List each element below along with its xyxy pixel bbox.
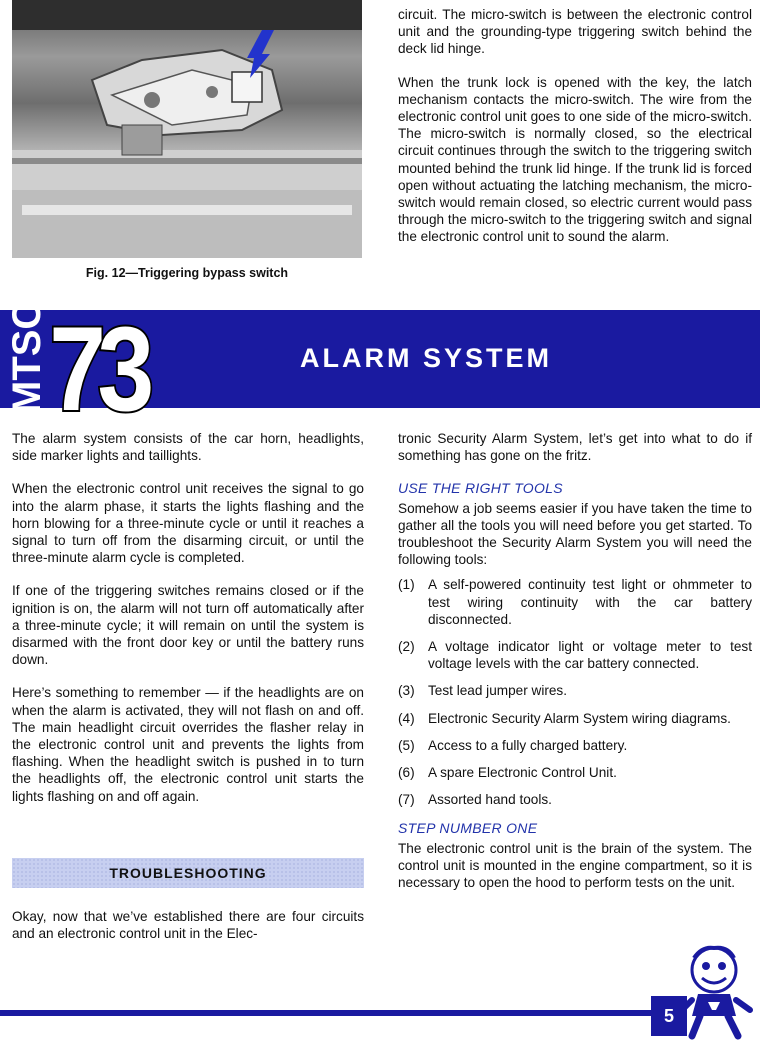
right-column <box>398 430 752 907</box>
list-item-text: A spare Electronic Control Unit. <box>428 765 617 781</box>
paragraph: When the electronic control unit receives the signal to go into the alarm phase, it starts the lights flashing and the horn blowing for a three-minute cycle or until it reaches a signal to turn off from the disarming circuit, or until the three-minute alarm cycle is completed. <box>12 481 364 566</box>
footer-bar <box>0 1010 660 1016</box>
list-item-text: Access to a fully charged battery. <box>428 737 628 753</box>
troubleshooting-heading: TROUBLESHOOTING <box>12 858 364 888</box>
list-item-number: (1) <box>398 577 415 593</box>
list-item-number: (5) <box>398 737 415 753</box>
list-item-text: Test lead jumper wires. <box>428 683 568 699</box>
logo-text: MTSC <box>5 300 49 414</box>
list-item <box>398 682 752 699</box>
list-item-text: A voltage indicator light or voltage meter to test voltage levels with the car battery connected. <box>428 639 752 672</box>
page-number: 5 <box>651 996 687 1036</box>
step-number-one-heading: STEP NUMBER ONE <box>398 820 538 837</box>
list-item <box>398 638 752 672</box>
list-item <box>398 764 752 781</box>
paragraph: When the trunk lock is opened with the key, the latch mechanism contacts the micro-switch. The wire from the electronic control unit goes to one side of the micro-switch. The micro-switch is normally closed, so the electrical circuit continues through the switch to the triggering switch mounted behind the trunk lid hinge. If the trunk lid is forced open without actuating the latching mechanism, the micro-switch would remain closed, so electric current would pass through the micro-switch to the triggering switch and signal the electronic control unit to sound the alarm. <box>398 74 752 245</box>
paragraph: The electronic control unit is the brain of the system. The control unit is mounted in the engine compartment, so it is necessary to open the hood to perform tests on the unit. <box>398 840 752 891</box>
section-title: ALARM SYSTEM <box>300 343 552 373</box>
mascot-icon <box>672 944 756 1040</box>
top-right-column <box>398 6 752 246</box>
list-item <box>398 737 752 754</box>
left-column-bottom <box>12 908 364 958</box>
list-item-text: Electronic Security Alarm System wiring diagrams. <box>428 710 731 726</box>
paragraph: Okay, now that we’ve established there are four circuits and an electronic control unit in the Elec- <box>12 909 364 942</box>
list-item-number: (7) <box>398 792 415 808</box>
paragraph: Somehow a job seems easier if you have taken the time to gather all the tools you will need before you get started. To troubleshoot the Security Alarm System you will need the following tools: <box>398 500 752 568</box>
photo-illustration <box>12 0 362 258</box>
triggering-bypass-switch-photo <box>12 0 362 258</box>
mtsc73-logo <box>0 298 172 420</box>
list-item-number: (3) <box>398 683 415 699</box>
paragraph: tronic Security Alarm System, let’s get into what to do if something has gone on the fritz. <box>398 431 752 464</box>
list-item-number: (2) <box>398 639 415 655</box>
list-item-text: Assorted hand tools. <box>428 792 552 808</box>
list-item <box>398 576 752 628</box>
paragraph: circuit. The micro-switch is between the electronic control unit and the grounding-type triggering switch behind the deck lid hinge. <box>398 7 752 57</box>
paragraph: Here’s something to remember — if the headlights are on when the alarm is activated, they will not flash on and off. The main headlight circuit overrides the flasher relay in the electronic control unit and prevents the lights from flashing. When the headlight switch is pushed in to turn the headlights off, the electronic control unit starts the lights flashing on and off again. <box>12 685 364 804</box>
figure-caption: Fig. 12—Triggering bypass switch <box>85 266 289 280</box>
list-item-number: (6) <box>398 765 415 781</box>
list-item <box>398 791 752 808</box>
list-item <box>398 710 752 727</box>
tools-list <box>398 576 752 808</box>
list-item-number: (4) <box>398 710 415 726</box>
paragraph: If one of the triggering switches remains closed or if the ignition is on, the alarm will not turn off automatically after a three-minute cycle; it will remain on until the system is disarmed with the front door key or until the battery runs down. <box>12 583 364 668</box>
logo-number: 73 <box>49 301 146 420</box>
use-right-tools-heading: USE THE RIGHT TOOLS <box>398 480 563 497</box>
list-item-text: A self-powered continuity test light or ohmmeter to test wiring continuity with the car battery disconnected. <box>428 577 752 627</box>
paragraph: The alarm system consists of the car horn, headlights, side marker lights and taillights. <box>12 431 364 464</box>
left-column <box>12 430 364 821</box>
